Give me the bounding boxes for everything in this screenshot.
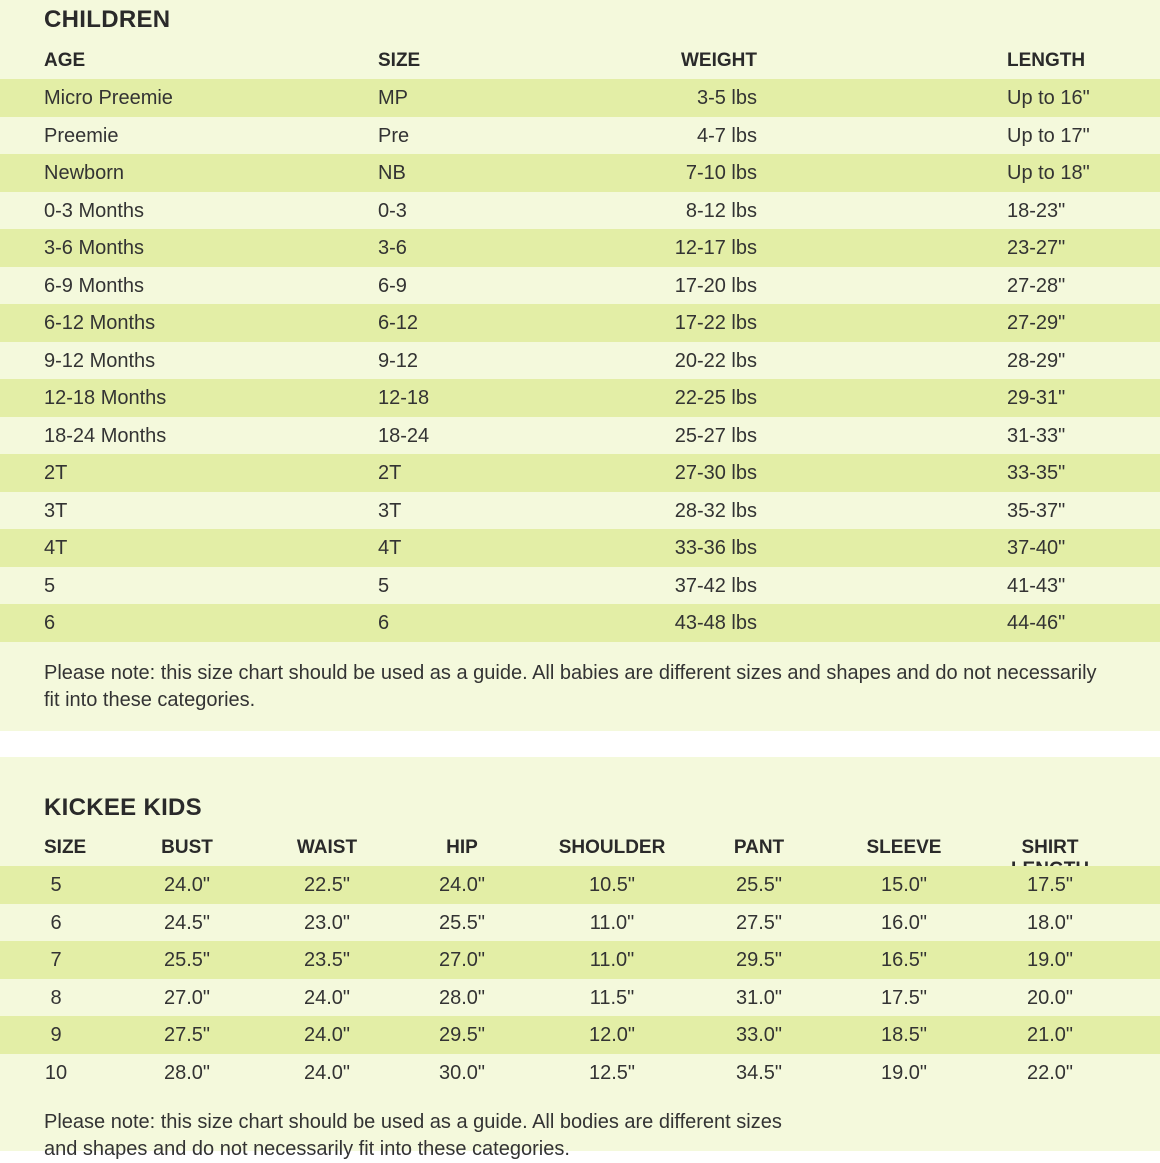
header-age: AGE bbox=[44, 50, 86, 71]
table-row bbox=[0, 79, 1160, 117]
age-cell: 2T bbox=[44, 462, 68, 484]
weight-cell: 8-12 lbs bbox=[685, 199, 757, 222]
shoulder-cell: 12.5" bbox=[588, 1061, 636, 1084]
age-cell: 18-24 Months bbox=[44, 424, 167, 447]
header-pant: PANT bbox=[733, 837, 785, 858]
size-cell: 3T bbox=[378, 499, 402, 522]
weight-cell: 17-22 lbs bbox=[674, 312, 757, 334]
header-size: SIZE bbox=[378, 50, 421, 71]
table-row bbox=[0, 941, 1160, 979]
length-cell: 28-29" bbox=[1007, 349, 1066, 372]
length-cell: 27-28" bbox=[1007, 274, 1066, 297]
weight-cell: 28-32 lbs bbox=[674, 499, 757, 522]
weight-cell: 17-20 lbs bbox=[674, 274, 757, 297]
header-bust: BUST bbox=[161, 837, 213, 858]
table-row bbox=[0, 866, 1160, 904]
shirt-length-cell: 20.0" bbox=[1026, 986, 1074, 1009]
length-cell: 33-35" bbox=[1007, 462, 1066, 484]
size-cell: NB bbox=[378, 162, 406, 184]
size-cell: 6 bbox=[378, 612, 390, 634]
weight-cell: 37-42 lbs bbox=[674, 574, 757, 597]
size-cell: 8 bbox=[50, 986, 62, 1009]
age-cell: 5 bbox=[44, 574, 56, 597]
kickee-table-body bbox=[0, 866, 1160, 1091]
bust-cell: 24.5" bbox=[163, 911, 211, 934]
size-cell: Pre bbox=[378, 124, 410, 147]
header-size: SIZE bbox=[44, 837, 87, 858]
weight-cell: 12-17 lbs bbox=[674, 237, 757, 259]
hip-cell: 30.0" bbox=[438, 1061, 486, 1084]
hip-cell: 24.0" bbox=[438, 874, 486, 896]
size-cell: 9 bbox=[50, 1024, 62, 1046]
waist-cell: 23.0" bbox=[303, 911, 351, 934]
size-cell: 7 bbox=[50, 949, 62, 971]
length-cell: Up to 18" bbox=[1007, 162, 1090, 184]
table-row bbox=[0, 154, 1160, 192]
length-cell: 18-23" bbox=[1007, 199, 1066, 222]
table-row bbox=[0, 529, 1160, 567]
bust-cell: 24.0" bbox=[163, 874, 211, 896]
kickee-title: KICKEE KIDS bbox=[44, 794, 202, 821]
shoulder-cell: 11.5" bbox=[589, 986, 635, 1009]
table-row bbox=[0, 379, 1160, 417]
hip-cell: 25.5" bbox=[438, 911, 486, 934]
age-cell: 9-12 Months bbox=[44, 349, 156, 372]
size-cell: 18-24 bbox=[378, 424, 430, 447]
size-cell: 6-12 bbox=[378, 312, 419, 334]
table-row bbox=[0, 454, 1160, 492]
size-cell: 2T bbox=[378, 462, 402, 484]
size-cell: 4T bbox=[378, 537, 402, 559]
sleeve-cell: 17.5" bbox=[880, 986, 928, 1009]
header-shoulder: SHOULDER bbox=[558, 837, 666, 858]
length-cell: Up to 17" bbox=[1007, 124, 1090, 147]
age-cell: 6 bbox=[44, 612, 56, 634]
shirt-length-cell: 22.0" bbox=[1026, 1061, 1074, 1084]
size-cell: 6-9 bbox=[378, 274, 407, 297]
waist-cell: 22.5" bbox=[303, 874, 351, 896]
table-row bbox=[0, 904, 1160, 942]
kickee-note: Please note: this size chart should be used as a guide. All bodies are different sizes and shapes and do not necessarily fit into these categories. bbox=[44, 1111, 782, 1160]
table-row bbox=[0, 604, 1160, 642]
waist-cell: 24.0" bbox=[303, 1024, 351, 1046]
shirt-length-cell: 18.0" bbox=[1026, 911, 1074, 934]
length-cell: 29-31" bbox=[1007, 387, 1066, 409]
age-cell: 12-18 Months bbox=[44, 387, 167, 409]
table-row bbox=[0, 492, 1160, 530]
bust-cell: 27.0" bbox=[163, 986, 211, 1009]
table-row bbox=[0, 192, 1160, 230]
children-header-row bbox=[0, 41, 1160, 78]
weight-cell: 4-7 lbs bbox=[696, 124, 757, 147]
size-cell: 0-3 bbox=[378, 199, 407, 222]
length-cell: 35-37" bbox=[1007, 499, 1066, 522]
table-row bbox=[0, 1054, 1160, 1092]
age-cell: Preemie bbox=[44, 124, 119, 147]
header-shirt-length: SHIRT bbox=[1021, 837, 1079, 858]
age-cell: Newborn bbox=[44, 162, 125, 184]
shoulder-cell: 11.0" bbox=[589, 911, 635, 934]
bust-cell: 25.5" bbox=[163, 949, 211, 971]
table-row bbox=[0, 1016, 1160, 1054]
length-cell: 31-33" bbox=[1007, 424, 1066, 447]
shoulder-cell: 11.0" bbox=[589, 949, 635, 971]
size-cell: 3-6 bbox=[378, 237, 407, 259]
age-cell: 6-12 Months bbox=[44, 312, 156, 334]
header-sleeve: SLEEVE bbox=[866, 837, 942, 858]
size-cell: 10 bbox=[44, 1061, 68, 1084]
size-cell: MP bbox=[378, 87, 408, 109]
shirt-length-cell: 21.0" bbox=[1026, 1024, 1074, 1046]
sleeve-cell: 19.0" bbox=[880, 1061, 928, 1084]
shoulder-cell: 10.5" bbox=[588, 874, 636, 896]
header-length: LENGTH bbox=[1007, 50, 1086, 71]
age-cell: 0-3 Months bbox=[44, 199, 145, 222]
size-cell: 9-12 bbox=[378, 349, 419, 372]
pant-cell: 34.5" bbox=[735, 1061, 783, 1084]
hip-cell: 27.0" bbox=[438, 949, 486, 971]
sleeve-cell: 15.0" bbox=[880, 874, 928, 896]
pant-cell: 27.5" bbox=[735, 911, 783, 934]
pant-cell: 29.5" bbox=[735, 949, 783, 971]
header-waist: WAIST bbox=[296, 837, 358, 858]
header-hip: HIP bbox=[446, 837, 478, 858]
age-cell: 3-6 Months bbox=[44, 237, 145, 259]
sleeve-cell: 16.0" bbox=[880, 911, 928, 934]
table-row bbox=[0, 229, 1160, 267]
sleeve-cell: 16.5" bbox=[880, 949, 928, 971]
age-cell: Micro Preemie bbox=[44, 87, 173, 109]
children-note: Please note: this size chart should be used as a guide. All babies are different sizes and shapes and do not necessarily fit into these categories. bbox=[44, 662, 1097, 711]
age-cell: 6-9 Months bbox=[44, 274, 145, 297]
size-cell: 12-18 bbox=[378, 387, 430, 409]
table-row bbox=[0, 342, 1160, 380]
age-cell: 3T bbox=[44, 499, 68, 522]
sleeve-cell: 18.5" bbox=[880, 1024, 928, 1046]
header-weight: WEIGHT bbox=[681, 50, 757, 71]
weight-cell: 7-10 lbs bbox=[685, 162, 757, 184]
hip-cell: 29.5" bbox=[438, 1024, 486, 1046]
length-cell: 23-27" bbox=[1007, 237, 1066, 259]
waist-cell: 23.5" bbox=[303, 949, 351, 971]
kickee-kids-size-chart bbox=[0, 757, 1160, 1160]
bust-cell: 28.0" bbox=[163, 1061, 211, 1084]
table-row bbox=[0, 567, 1160, 605]
children-table-body bbox=[0, 79, 1160, 642]
age-cell: 4T bbox=[44, 537, 68, 559]
kickee-header-row bbox=[0, 828, 1160, 865]
weight-cell: 22-25 lbs bbox=[674, 387, 757, 409]
table-row bbox=[0, 267, 1160, 305]
children-title: CHILDREN bbox=[44, 6, 171, 33]
shirt-length-cell: 19.0" bbox=[1026, 949, 1074, 971]
table-row bbox=[0, 117, 1160, 155]
shirt-length-cell: 17.5" bbox=[1026, 874, 1074, 896]
pant-cell: 31.0" bbox=[735, 986, 783, 1009]
size-cell: 5 bbox=[378, 574, 390, 597]
length-cell: 27-29" bbox=[1007, 312, 1066, 334]
weight-cell: 25-27 lbs bbox=[674, 424, 757, 447]
length-cell: 37-40" bbox=[1007, 537, 1066, 559]
table-row bbox=[0, 304, 1160, 342]
shoulder-cell: 12.0" bbox=[588, 1024, 636, 1046]
weight-cell: 3-5 lbs bbox=[696, 87, 757, 109]
pant-cell: 33.0" bbox=[735, 1024, 783, 1046]
table-row bbox=[0, 417, 1160, 455]
hip-cell: 28.0" bbox=[438, 986, 486, 1009]
weight-cell: 20-22 lbs bbox=[674, 349, 757, 372]
pant-cell: 25.5" bbox=[735, 874, 783, 896]
bust-cell: 27.5" bbox=[163, 1024, 211, 1046]
weight-cell: 33-36 lbs bbox=[674, 537, 757, 559]
size-cell: 6 bbox=[50, 911, 62, 934]
waist-cell: 24.0" bbox=[303, 986, 351, 1009]
weight-cell: 27-30 lbs bbox=[674, 462, 757, 484]
size-cell: 5 bbox=[50, 874, 62, 896]
length-cell: Up to 16" bbox=[1007, 87, 1090, 109]
waist-cell: 24.0" bbox=[303, 1061, 351, 1084]
table-row bbox=[0, 979, 1160, 1017]
length-cell: 41-43" bbox=[1007, 574, 1066, 597]
length-cell: 44-46" bbox=[1007, 612, 1066, 634]
weight-cell: 43-48 lbs bbox=[674, 612, 757, 634]
